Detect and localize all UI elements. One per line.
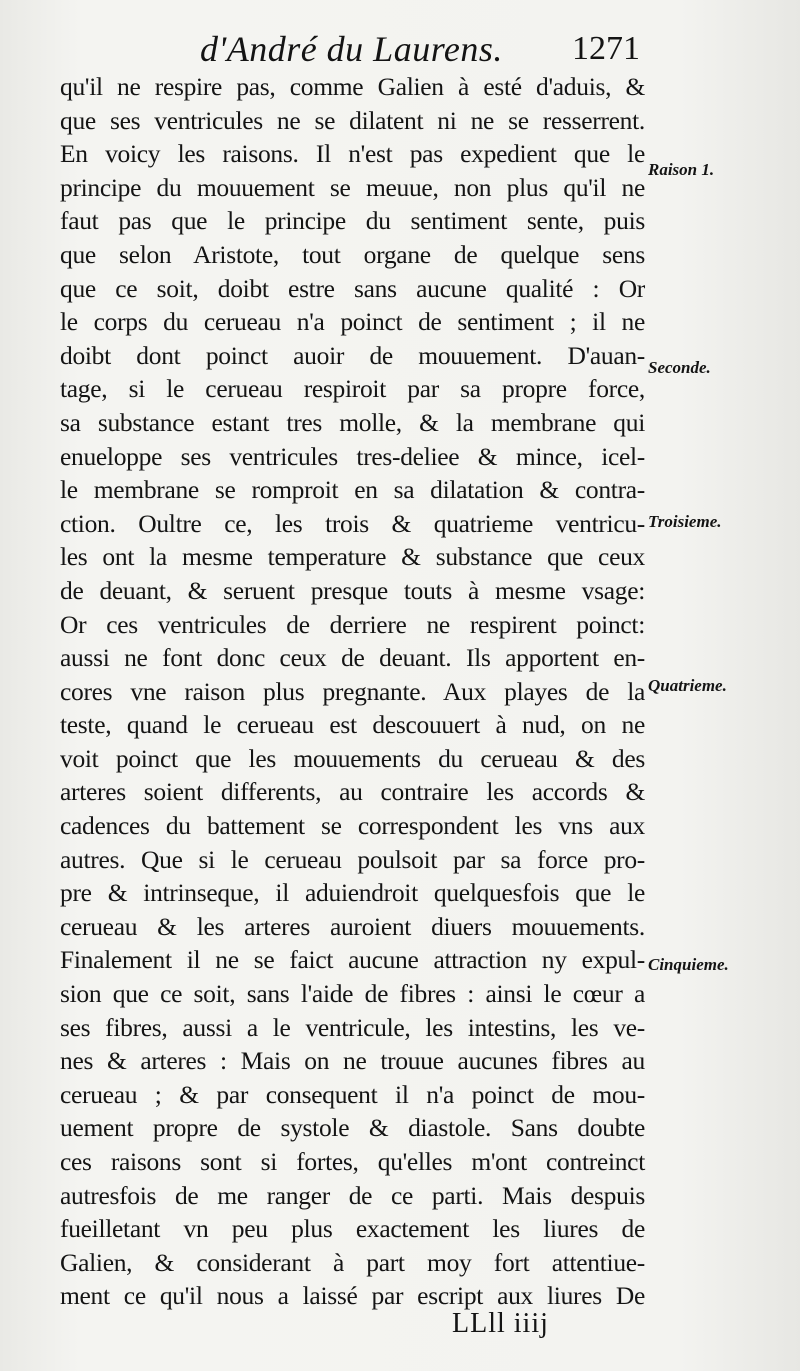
text-line: teste, quand le cerueau est descouuert à nud, on ne — [60, 710, 645, 740]
running-title: d'André du Laurens. — [200, 29, 503, 69]
text-line: arteres soient differents, au contraire les accords & — [60, 777, 645, 807]
text-line: voit poinct que les mouuements du cerueau & des — [60, 743, 645, 773]
margin-note-cinquieme: Cinquieme. — [648, 955, 729, 974]
text-line: le corps du cerueau n'a poinct de sentiment ; il ne — [60, 307, 645, 337]
text-line: que ce soit, doibt estre sans aucune qualité : Or — [60, 273, 645, 303]
text-line: les ont la mesme temperature & substance que ceux — [60, 542, 645, 572]
text-line: qu'il ne respire pas, comme Galien à esté d'aduis, & — [60, 72, 645, 101]
margin-note-troisieme: Troisieme. — [648, 512, 722, 531]
text-line: que selon Aristote, tout organe de quelque sens — [60, 239, 645, 269]
margin-note-quatrieme: Quatrieme. — [648, 676, 727, 695]
text-line: faut pas que le principe du sentiment sente, puis — [60, 206, 645, 236]
text-line: aussi ne font donc ceux de deuant. Ils apportent en- — [60, 643, 645, 673]
text-line: En voicy les raisons. Il n'est pas expedient que le — [60, 139, 645, 169]
margin-note-seconde: Seconde. — [648, 358, 711, 377]
text-line: doibt dont poinct auoir de mouuement. D'auan- — [60, 340, 645, 370]
text-line: cerueau ; & par consequent il n'a poinct de mou- — [60, 1079, 645, 1109]
page-number: 1271 — [572, 30, 640, 67]
text-line: principe du mouuement se meuue, non plus qu'il ne — [60, 172, 645, 202]
text-line: ces raisons sont si fortes, qu'elles m'ont contreinct — [60, 1147, 645, 1176]
text-line: sion que ce soit, sans l'aide de fibres : ainsi le cœur a — [60, 979, 645, 1009]
signature-mark: LLll iiij — [452, 1308, 549, 1339]
text-line: Galien, & considerant à part moy fort attentiue- — [60, 1247, 645, 1277]
text-line: le membrane se romproit en sa dilatation & contra- — [60, 475, 645, 505]
text-line: tage, si le cerueau respiroit par sa propre force, — [60, 374, 645, 404]
body-text — [60, 70, 645, 1313]
text-line: ses fibres, aussi a le ventricule, les intestins, les ve- — [60, 1012, 645, 1042]
text-line: sa substance estant tres molle, & la membrane qui — [60, 407, 645, 437]
margin-note-raison-1: Raison 1. — [648, 160, 715, 179]
text-line: cores vne raison plus pregnante. Aux playes de la — [60, 676, 645, 706]
text-line: cerueau & les arteres auroient diuers mouuements. — [60, 911, 645, 941]
text-line: cadences du battement se correspondent les vns aux — [60, 811, 645, 841]
text-line: autresfois de me ranger de ce parti. Mais despuis — [60, 1180, 645, 1210]
text-line: nes & arteres : Mais on ne trouue aucunes fibres au — [60, 1046, 645, 1076]
text-line: autres. Que si le cerueau poulsoit par sa force pro- — [60, 844, 645, 874]
text-line: que ses ventricules ne se dilatent ni ne se resserrent. — [60, 105, 645, 135]
text-line: enueloppe ses ventricules tres-deliee & mince, icel- — [60, 441, 645, 471]
text-line: de deuant, & seruent presque touts à mesme vsage: — [60, 575, 645, 605]
text-line: Finalement il ne se faict aucune attraction ny expul- — [60, 945, 645, 975]
text-line: ction. Oultre ce, les trois & quatrieme ventricu- — [60, 508, 645, 538]
text-line: uement propre de systole & diastole. Sans doubte — [60, 1113, 645, 1143]
text-line: Or ces ventricules de derriere ne respirent poinct: — [60, 609, 645, 639]
text-line: ment ce qu'il nous a laissé par escript aux liures De — [60, 1281, 645, 1311]
text-line: fueilletant vn peu plus exactement les liures de — [60, 1214, 645, 1244]
text-line: pre & intrinseque, il aduiendroit quelquesfois que le — [60, 878, 645, 908]
